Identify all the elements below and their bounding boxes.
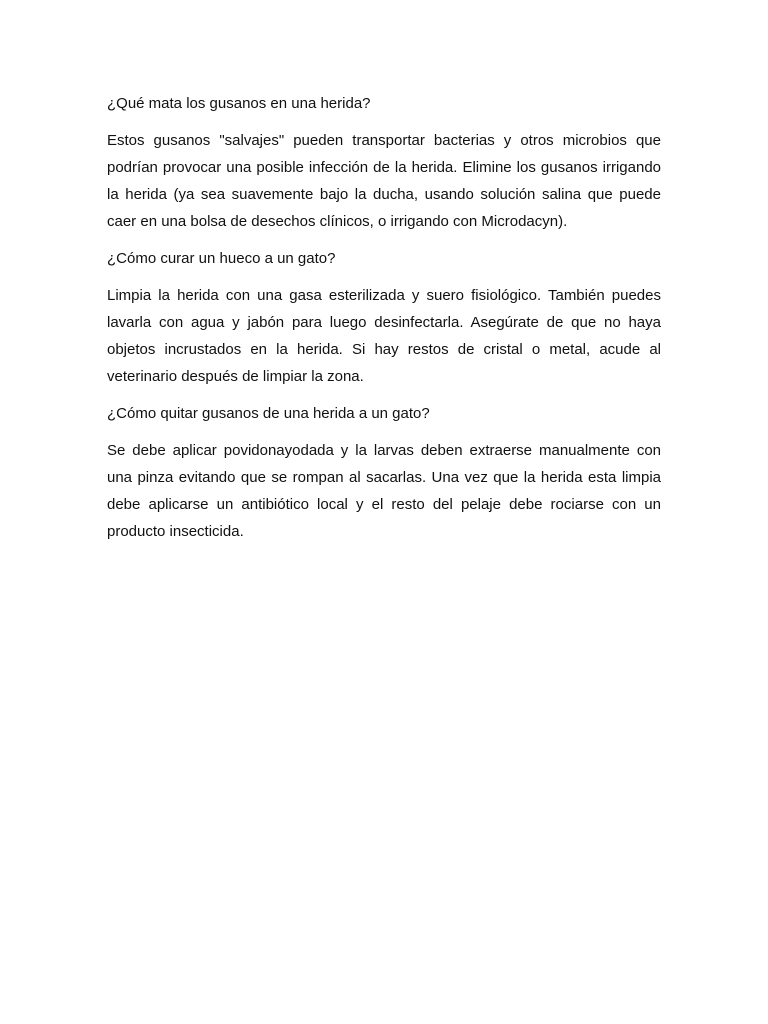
answer-paragraph: Estos gusanos "salvajes" pueden transportar bacterias y otros microbios que podrían provocar una posible infección de la herida. Elimine los gusanos irrigando la herida (ya sea suavemente bajo la ducha, usando solución salina que puede caer en una bolsa de desechos clínicos, o irrigando con Microdacyn). (107, 132, 661, 230)
answer-paragraph: Se debe aplicar povidonayodada y la larvas deben extraerse manualmente con una pinza evitando que se rompan al sacarlas. Una vez que la herida esta limpia debe aplicarse un antibiótico local y el resto del pelaje debe rociarse con un producto insecticida. (107, 442, 661, 540)
answer-paragraph: Limpia la herida con una gasa esterilizada y suero fisiológico. También puedes lavarla con agua y jabón para luego desinfectarla. Asegúrate de que no haya objetos incrustados en la herida. Si hay restos de cristal o metal, acude al veterinario después de limpiar la zona. (107, 287, 661, 385)
question-heading: ¿Qué mata los gusanos en una herida? (107, 95, 371, 112)
question-heading: ¿Cómo curar un hueco a un gato? (107, 250, 336, 267)
document-page (107, 90, 661, 555)
question-heading: ¿Cómo quitar gusanos de una herida a un gato? (107, 405, 430, 422)
